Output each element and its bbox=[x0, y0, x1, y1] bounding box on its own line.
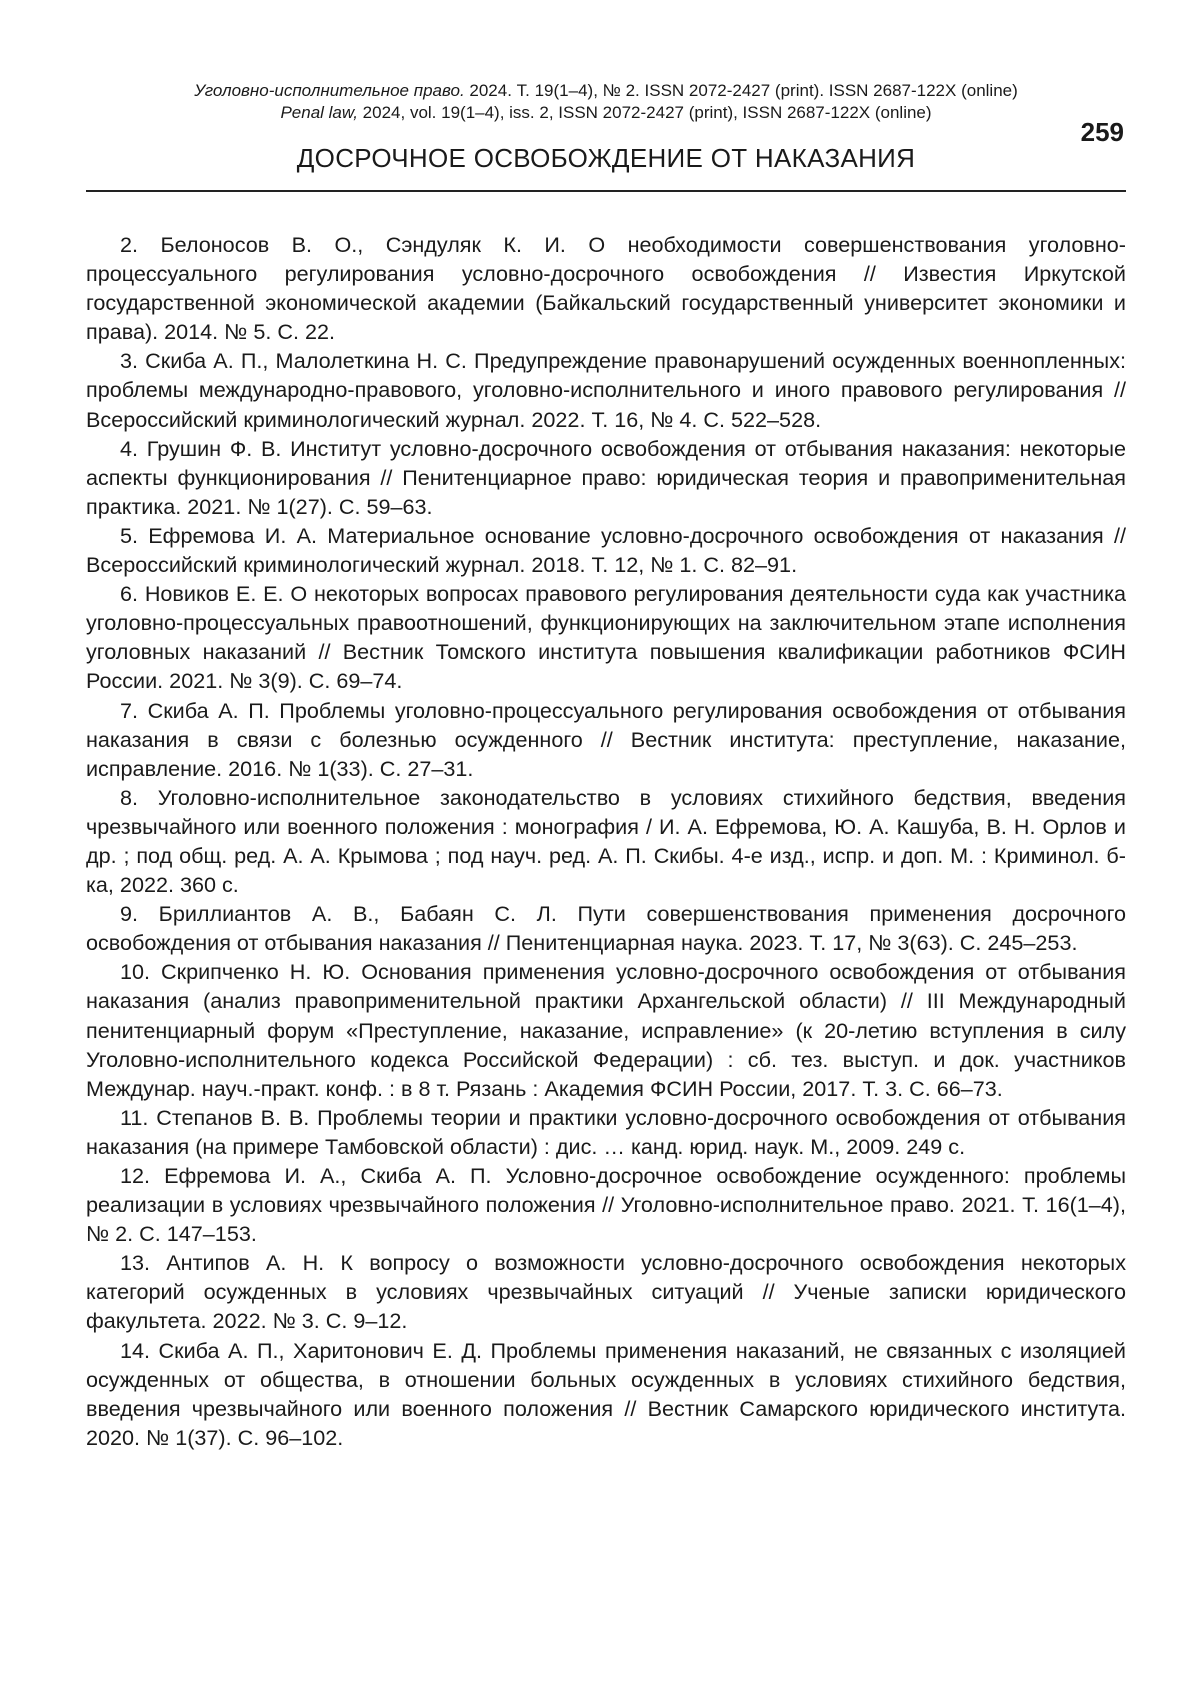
running-header bbox=[86, 80, 1126, 124]
reference-item: 9. Бриллиантов А. В., Бабаян С. Л. Пути совершенствования применения досрочного освобождения от отбывания наказания // Пенитенциарная наука. 2023. Т. 17, № 3(63). С. 245–253. bbox=[86, 901, 1126, 956]
journal-citation-ru bbox=[86, 80, 1126, 102]
journal-citation-en bbox=[86, 102, 1126, 124]
reference-item: 3. Скиба А. П., Малолеткина Н. С. Предупреждение правонарушений осужденных военнопленных: проблемы международно-правового, уголовно-исполнительного и иного правового регулирования // Всероссийский криминологический журнал. 2022. Т. 16, № 4. С. 522–528. bbox=[86, 348, 1126, 432]
reference-item: 2. Белоносов В. О., Сэндуляк К. И. О необходимости совершенствования уголовно-процессуального регулирования условно-досрочного освобождения // Известия Иркутской государственной экономической академии (Байкальский государственный университет экономики и права). 2014. № 5. С. 22. bbox=[86, 232, 1126, 345]
reference-list bbox=[86, 230, 1126, 1452]
reference-item: 6. Новиков Е. Е. О некоторых вопросах правового регулирования деятельности суда как участника уголовно-процессуальных правоотношений, функционирующих на заключительном этапе исполнения уголовных наказаний // Вестник Томского института повышения квалификации работников ФСИН России. 2021. № 3(9). С. 69–74. bbox=[86, 581, 1126, 694]
reference-item: 7. Скиба А. П. Проблемы уголовно-процессуального регулирования освобождения от отбывания наказания в связи с болезнью осужденного // Вестник института: преступление, наказание, исправление. 2016. № 1(33). С. 27–31. bbox=[86, 697, 1126, 781]
journal-name-ru: Уголовно-исполнительное право. bbox=[194, 81, 465, 100]
journal-details-en: 2024, vol. 19(1–4), iss. 2, ISSN 2072-2427 (print), ISSN 2687-122X (online) bbox=[357, 103, 932, 122]
reference-item: 13. Антипов А. Н. К вопросу о возможности условно-досрочного освобождения некоторых категорий осужденных в условиях чрезвычайных ситуаций // Ученые записки юридического факультета. 2022. № 3. С. 9–12. bbox=[86, 1250, 1126, 1334]
page-number: 259 bbox=[1080, 117, 1124, 147]
header-divider bbox=[86, 190, 1126, 192]
reference-item: 5. Ефремова И. А. Материальное основание условно-досрочного освобождения от наказания // Всероссийский криминологический журнал. 2018. Т. 12, № 1. С. 82–91. bbox=[86, 522, 1126, 578]
reference-item: 11. Степанов В. В. Проблемы теории и практики условно-досрочного освобождения от отбывания наказания (на примере Тамбовской области) : дис. … канд. юрид. наук. М., 2009. 249 с. bbox=[86, 1104, 1126, 1159]
section-title: ДОСРОЧНОЕ ОСВОБОЖДЕНИЕ ОТ НАКАЗАНИЯ bbox=[296, 143, 916, 173]
journal-name-en: Penal law, bbox=[280, 103, 358, 122]
reference-item: 10. Скрипченко Н. Ю. Основания применения условно-досрочного освобождения от отбывания наказания (анализ правоприменительной практики Архангельской области) // III Международный пенитенциарный форум «Преступление, наказание, исправление» (к 20-летию вступления в силу Уголовно-исполнительного кодекса Российской Федерации) : сб. тез. выступ. и док. участников Междунар. науч.-практ. конф. : в 8 т. Рязань : Академия ФСИН России, 2017. Т. 3. С. 66–73. bbox=[86, 959, 1126, 1101]
reference-item: 12. Ефремова И. А., Скиба А. П. Условно-досрочное освобождение осужденного: проблемы реализации в условиях чрезвычайного положения // Уголовно-исполнительное право. 2021. Т. 16(1–4), № 2. С. 147–153. bbox=[86, 1163, 1126, 1247]
journal-details-ru: 2024. Т. 19(1–4), № 2. ISSN 2072-2427 (print). ISSN 2687-122X (online) bbox=[464, 81, 1018, 100]
reference-item: 4. Грушин Ф. В. Институт условно-досрочного освобождения от отбывания наказания: некоторые аспекты функционирования // Пенитенциарное право: юридическая теория и правоприменительная практика. 2021. № 1(27). С. 59–63. bbox=[86, 435, 1126, 519]
reference-item: 8. Уголовно-исполнительное законодательство в условиях стихийного бедствия, введения чрезвычайного или военного положения : монография / И. А. Ефремова, Ю. А. Кашуба, В. Н. Орлов и др. ; под общ. ред. А. А. Крымова ; под науч. ред. А. П. Скибы. 4-е изд., испр. и доп. М. : Криминол. б-ка, 2022. 360 с. bbox=[86, 784, 1126, 898]
reference-item: 14. Скиба А. П., Харитонович Е. Д. Проблемы применения наказаний, не связанных с изоляцией осужденных от общества, в отношении больных осужденных в условиях стихийного бедствия, введения чрезвычайного или военного положения // Вестник Самарского юридического института. 2020. № 1(37). С. 96–102. bbox=[86, 1337, 1126, 1450]
